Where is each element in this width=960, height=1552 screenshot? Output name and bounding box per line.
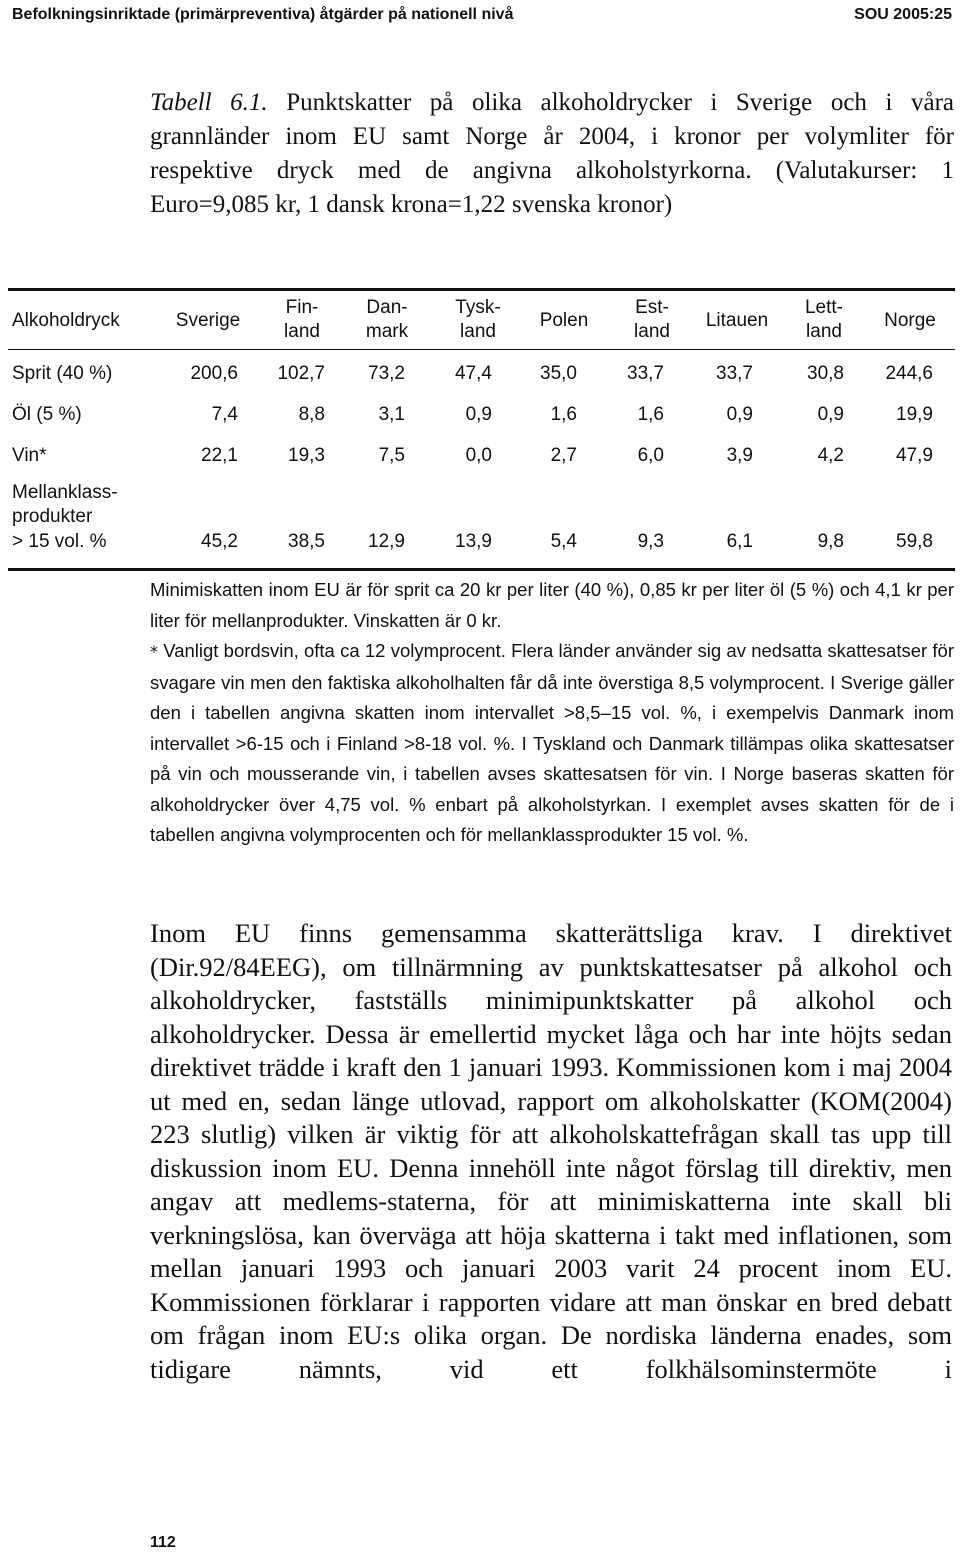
footnote-star: * xyxy=(150,642,158,661)
table-row-label: Öl (5 %) xyxy=(12,404,82,425)
table-header-col-line2: land xyxy=(634,321,670,342)
table-cell: 45,2 xyxy=(201,531,238,552)
table-cell: 47,9 xyxy=(896,445,933,466)
table-cell: 1,6 xyxy=(550,404,577,425)
table-cell: 8,8 xyxy=(298,404,325,425)
table-cell: 7,4 xyxy=(211,404,238,425)
table-cell: 1,6 xyxy=(637,404,664,425)
table-header-col: Sverige xyxy=(175,310,241,331)
table-header-corner: Alkoholdryck xyxy=(12,310,120,331)
table-cell: 102,7 xyxy=(277,363,325,384)
table-cell: 0,9 xyxy=(465,404,492,425)
table-cell: 3,9 xyxy=(726,445,753,466)
body-text xyxy=(150,917,952,1386)
table-cell: 22,1 xyxy=(201,445,238,466)
table-cell: 47,4 xyxy=(455,363,492,384)
table-header-col: Est- xyxy=(635,297,669,318)
table-cell: 59,8 xyxy=(896,531,933,552)
table-header-col: Litauen xyxy=(705,310,769,331)
table-cell: 9,3 xyxy=(637,531,664,552)
table-header-col-line2: mark xyxy=(365,321,409,342)
table-header-col: Norge xyxy=(884,310,936,331)
table-cell: 244,6 xyxy=(885,363,933,384)
table-cell: 0,0 xyxy=(465,445,492,466)
table-header-col: Tysk- xyxy=(455,297,501,318)
table-note-wine-text: Vanligt bordsvin, ofta ca 12 volymprocent. Flera länder använder sig av nedsatta skattesatser för svagare vin men den faktiska alkoholhalten får då inte överstiga 8,5 volymprocent. I Sverige gäller den i tabellen angivna skatten inom intervallet >8,5–15 vol. %, i exempelvis Danmark inom intervallet >6-15 och i Finland >8-18 vol. %. I Tyskland och Danmark tillämpas olika skattesatser på vin och mousserande vin, i tabellen avses skattesatsen för vin. I Norge baseras skatten för alkoholdrycker över 4,75 vol. % enbart på alkoholstyrkan. I exemplet avses skatten för de i tabellen angivna volymprocenten och för mellanklassprodukter 15 vol. %. xyxy=(150,640,954,845)
table-row-label: Mellanklass- xyxy=(12,482,118,503)
table-cell: 6,0 xyxy=(637,445,664,466)
table-caption-label: Tabell 6.1. xyxy=(150,89,268,116)
table-cell: 0,9 xyxy=(817,404,844,425)
table-cell: 3,1 xyxy=(378,404,405,425)
table-note-minimum-tax: Minimiskatten inom EU är för sprit ca 20 kr per liter (40 %), 0,85 kr per liter öl (5 %) och 4,1 kr per liter för mellanprodukter. Vinskatten är 0 kr. xyxy=(150,579,954,631)
table-cell: 7,5 xyxy=(378,445,405,466)
table-header-col: Polen xyxy=(539,310,589,331)
table-header-col: Fin- xyxy=(285,297,319,318)
table-header-col-line2: land xyxy=(460,321,496,342)
table-cell: 30,8 xyxy=(807,363,844,384)
table-cell: 0,9 xyxy=(726,404,753,425)
table-cell: 2,7 xyxy=(550,445,577,466)
running-header-sou: SOU 2005:25 xyxy=(854,6,952,23)
table-cell: 13,9 xyxy=(455,531,492,552)
table-caption xyxy=(150,86,954,222)
table-cell: 35,0 xyxy=(540,363,577,384)
table-row-label: produkter xyxy=(12,506,93,527)
table-cell: 38,5 xyxy=(288,531,325,552)
table-rule-header xyxy=(8,349,955,350)
table-note-wine xyxy=(150,636,954,851)
table-cell: 19,3 xyxy=(288,445,325,466)
table-cell: 12,9 xyxy=(368,531,405,552)
table-cell: 4,2 xyxy=(817,445,844,466)
body-paragraph: Inom EU finns gemensamma skatterättsliga krav. I direktivet (Dir.92/84EEG), om tillnärmning av punktskattesatser på alkohol och alkoholdrycker, fastställs minimipunktskatter på alkohol och alkoholdrycker. Dessa är emellertid mycket låga och har inte höjts sedan direktivet trädde i kraft den 1 januari 1993. Kommissionen kom i maj 2004 ut med en, sedan länge utlovad, rapport om alkoholskatter (KOM(2004) 223 slutlig) vilken är viktig för att alkoholskattefrågan skall tas upp till diskussion inom EU. Denna innehöll inte något förslag till direktiv, men angav att medlems-staterna, för att minimiskatterna inte skall bli verkningslösa, kan överväga att höja skatterna i takt med inflationen, som mellan januari 1993 och januari 2003 varit 24 procent inom EU. Kommissionen förklarar i rapporten vidare att man önskar en bred debatt om frågan inom EU:s olika organ. De nordiska länderna enades, som tidigare nämnts, vid ett folkhälsominstermöte i xyxy=(150,918,952,1384)
table-cell: 33,7 xyxy=(627,363,664,384)
table-notes xyxy=(150,575,954,851)
table-cell: 9,8 xyxy=(817,531,844,552)
table-cell: 19,9 xyxy=(896,404,933,425)
table-cell: 33,7 xyxy=(716,363,753,384)
table-cell: 6,1 xyxy=(726,531,753,552)
running-header-title: Befolkningsinriktade (primärpreventiva) åtgärder på nationell nivå xyxy=(12,6,514,23)
table-cell: 5,4 xyxy=(550,531,577,552)
table-row-label: Vin* xyxy=(12,445,47,466)
table-cell: 200,6 xyxy=(190,363,238,384)
running-header xyxy=(12,6,952,30)
table-header-col: Dan- xyxy=(366,297,408,318)
table-header-col-line2: land xyxy=(284,321,320,342)
page-number: 112 xyxy=(150,1534,176,1551)
table-caption-text: Punktskatter på olika alkoholdrycker i Sverige och i våra grannländer inom EU samt Norge år 2004, i kronor per volymliter för respektive dryck med de angivna alkoholstyrkorna. (Valutakurser: 1 Euro=9,085 kr, 1 dansk krona=1,22 svenska kronor) xyxy=(150,89,954,218)
table-header-col-line2: land xyxy=(806,321,842,342)
table-row-label: Sprit (40 %) xyxy=(12,363,113,384)
table-rule-top xyxy=(8,288,955,291)
table-cell: 73,2 xyxy=(368,363,405,384)
table-row-label: > 15 vol. % xyxy=(12,531,107,552)
table-rule-bottom xyxy=(8,568,955,571)
table-header-col: Lett- xyxy=(804,297,844,318)
